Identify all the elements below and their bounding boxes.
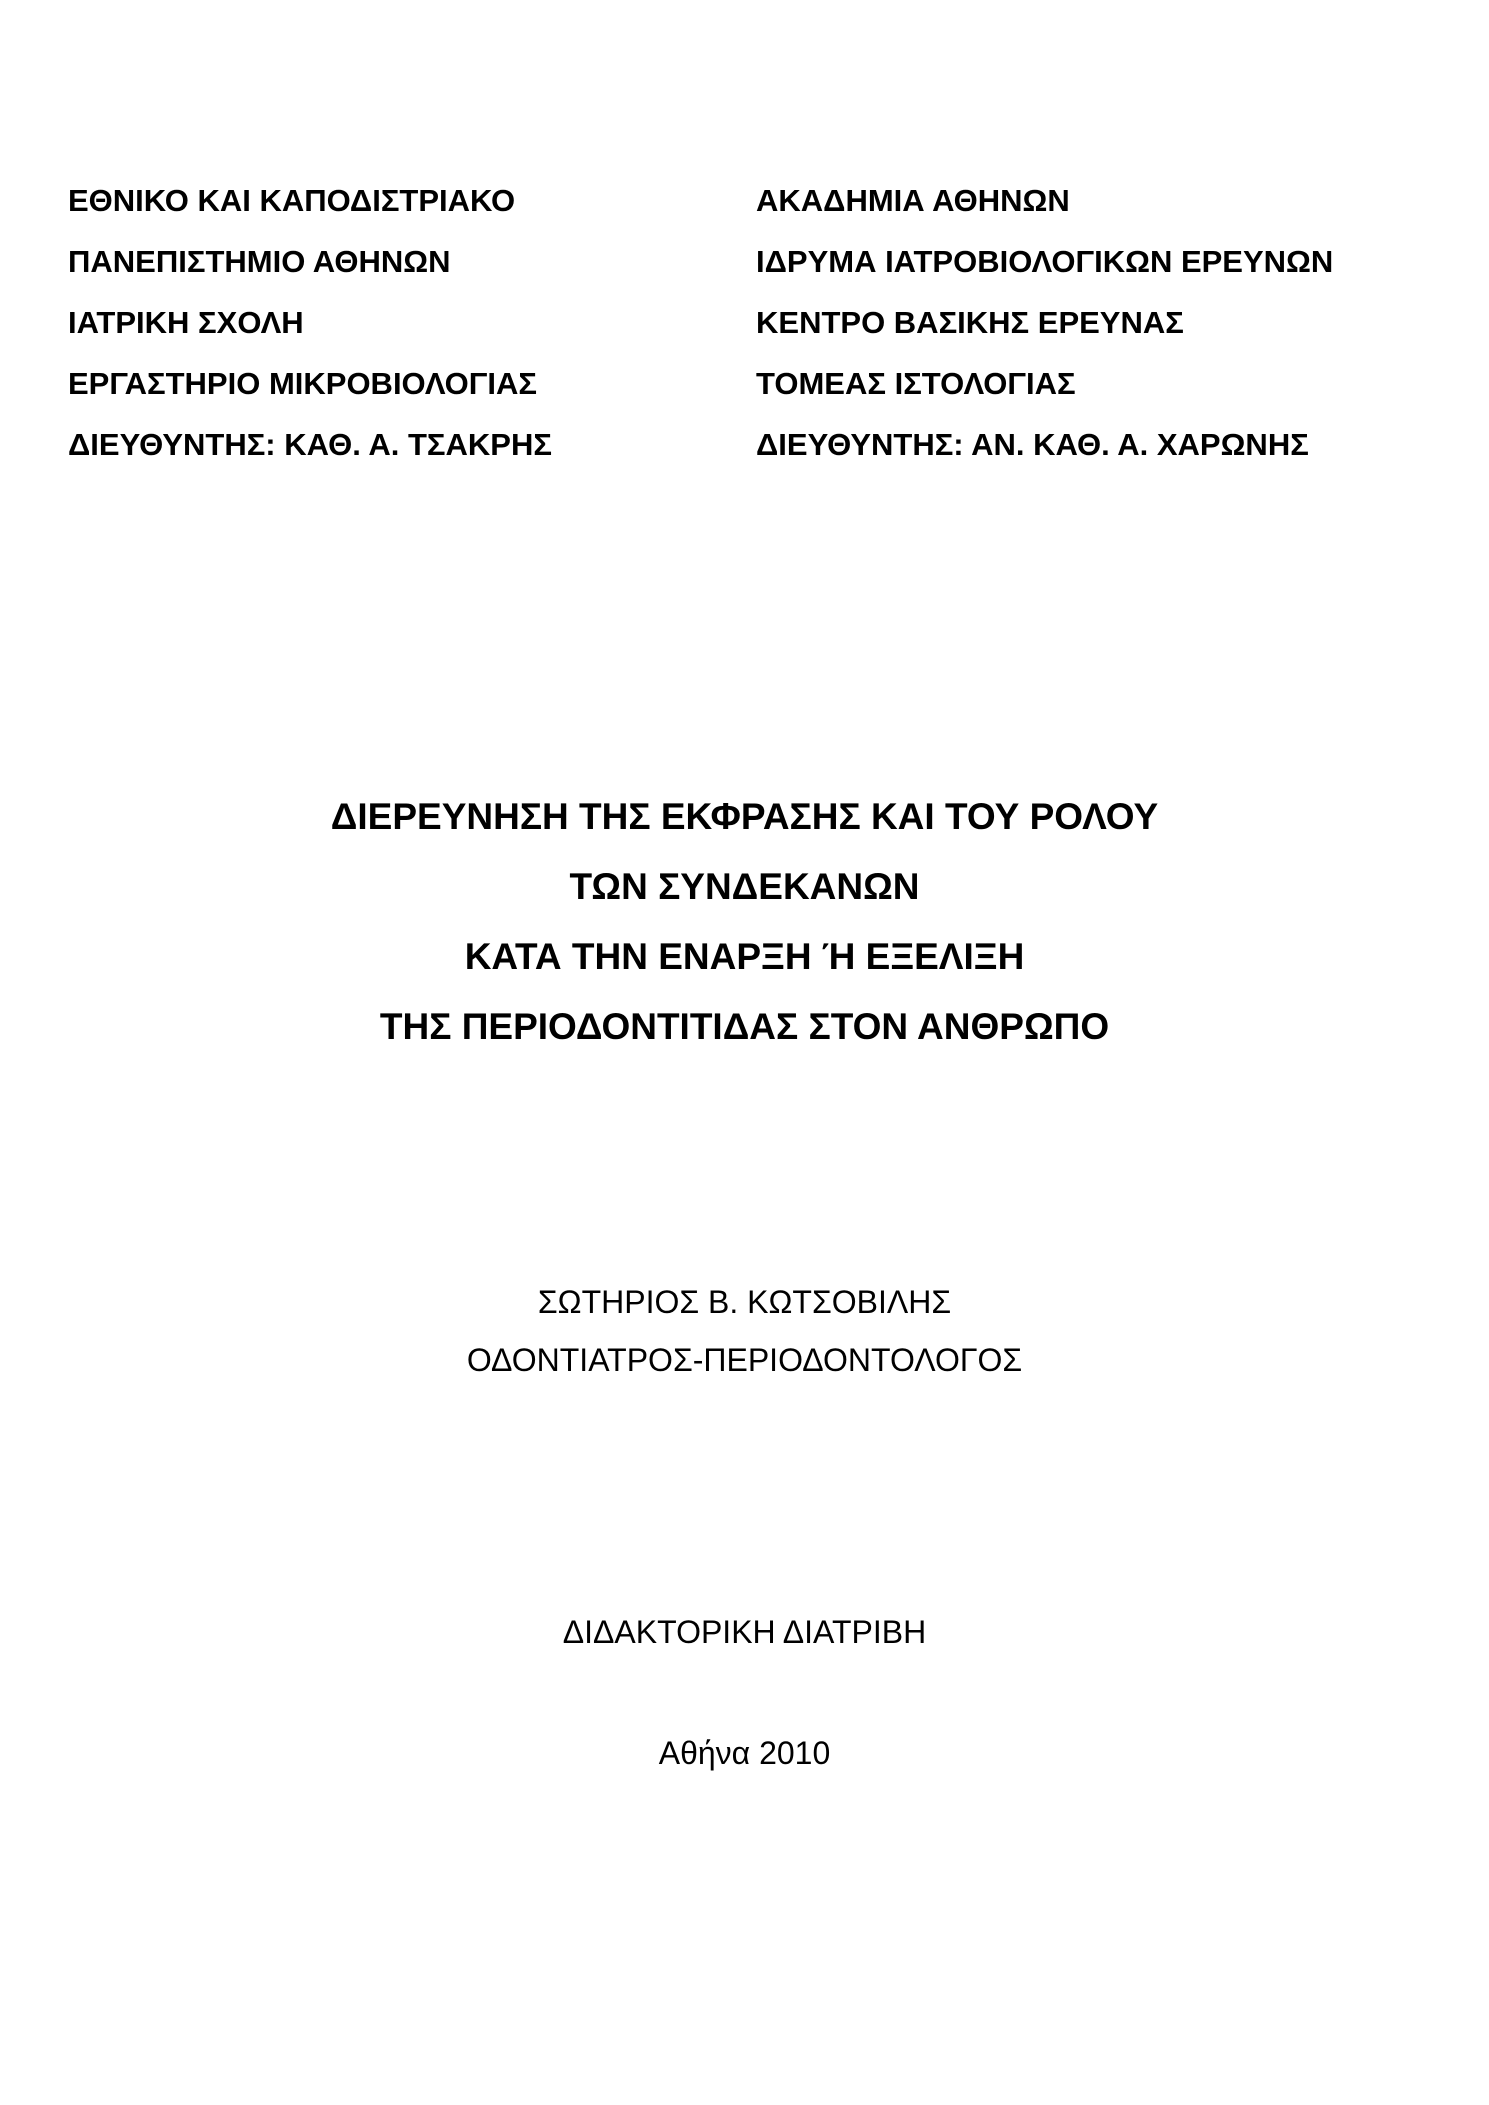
institution-right-line-3: ΚΕΝΤΡΟ ΒΑΣΙΚΗΣ ΕΡΕΥΝΑΣ	[756, 305, 1184, 340]
author-name: ΣΩΤΗΡΙΟΣ Β. ΚΩΤΣΟΒΙΛΗΣ	[537, 1284, 952, 1320]
author-profession: ΟΔΟΝΤΙΑΤΡΟΣ-ΠΕΡΙΟΔΟΝΤΟΛΟΓΟΣ	[466, 1342, 1023, 1378]
thesis-title	[0, 792, 1489, 1072]
institution-left-line-2: ΠΑΝΕΠΙΣΤΗΜΙΟ ΑΘΗΝΩΝ	[68, 244, 451, 279]
institution-left-line-1: ΕΘΝΙΚΟ ΚΑΙ ΚΑΠΟΔΙΣΤΡΙΑΚΟ	[68, 183, 516, 218]
institution-left-block	[68, 178, 552, 483]
institution-right-line-5: ΔΙΕΥΘΥΝΤΗΣ: ΑΝ. ΚΑΘ. Α. ΧΑΡΩΝΗΣ	[756, 427, 1309, 462]
thesis-title-line-4: ΤΗΣ ΠΕΡΙΟΔΟΝΤΙΤΙΔΑΣ ΣΤΟΝ ΑΝΘΡΩΠΟ	[379, 1006, 1110, 1047]
thesis-title-line-1: ΔΙΕΡΕΥΝΗΣΗ ΤΗΣ ΕΚΦΡΑΣΗΣ ΚΑΙ ΤΟΥ ΡΟΛΟΥ	[330, 796, 1159, 837]
institution-left-line-4: ΕΡΓΑΣΤΗΡΙΟ ΜΙΚΡΟΒΙΟΛΟΓΙΑΣ	[68, 366, 538, 401]
author-block	[0, 1280, 1489, 1396]
document-type: ΔΙΔΑΚΤΟΡΙΚΗ ΔΙΑΤΡΙΒΗ	[562, 1614, 927, 1650]
place-date: Αθήνα 2010	[658, 1735, 831, 1771]
institution-right-line-4: ΤΟΜΕΑΣ ΙΣΤΟΛΟΓΙΑΣ	[756, 366, 1076, 401]
institution-right-line-1: ΑΚΑΔΗΜΙΑ ΑΘΗΝΩΝ	[756, 183, 1070, 218]
institution-left-line-3: ΙΑΤΡΙΚΗ ΣΧΟΛΗ	[68, 305, 304, 340]
institution-right-line-2: ΙΔΡΥΜΑ ΙΑΤΡΟΒΙΟΛΟΓΙΚΩΝ ΕΡΕΥΝΩΝ	[756, 244, 1334, 279]
institution-right-block	[756, 178, 1333, 483]
thesis-title-line-2: ΤΩΝ ΣΥΝΔΕΚΑΝΩΝ	[569, 866, 920, 907]
thesis-title-line-3: ΚΑΤΑ ΤΗΝ ΕΝΑΡΞΗ Ή ΕΞΕΛΙΞΗ	[464, 936, 1025, 977]
institution-left-line-5: ΔΙΕΥΘΥΝΤΗΣ: ΚΑΘ. Α. ΤΣΑΚΡΗΣ	[68, 427, 552, 462]
